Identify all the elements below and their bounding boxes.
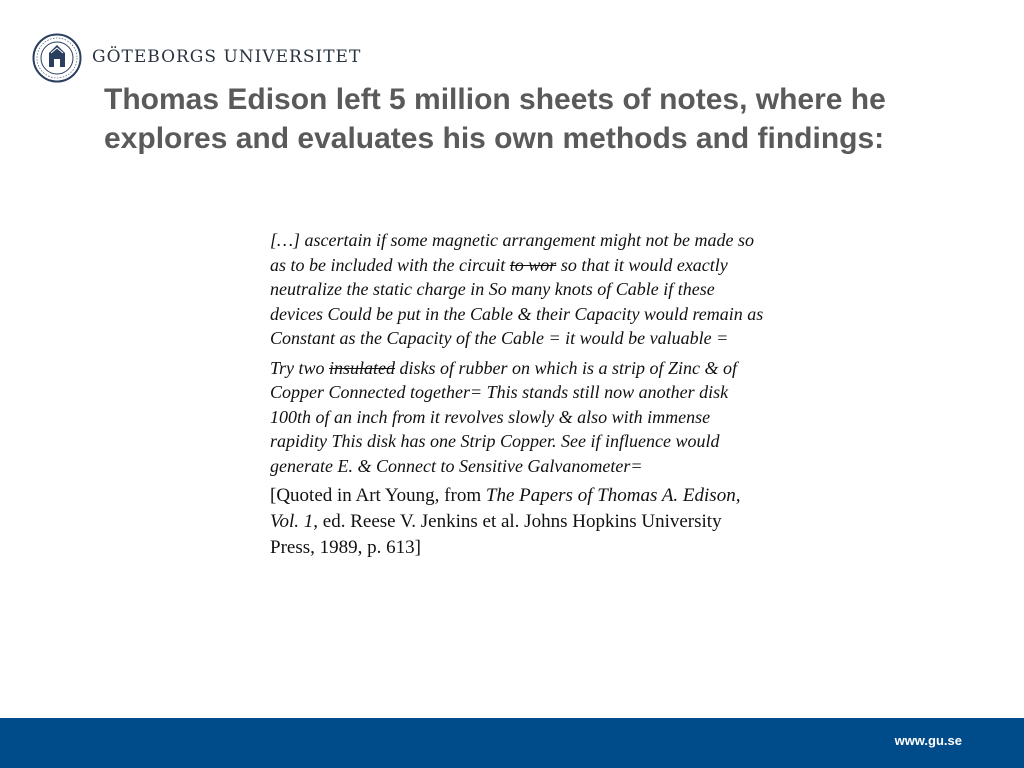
struck-text: insulated <box>329 357 396 378</box>
edison-quote <box>270 228 770 561</box>
quote-text: so that it would exactly neutralize the static charge in So many knots of Cable if these devices Could be put in the Cable & their Capacity would remain as Constant as the Capacity of the Cable = it would be valuable = <box>270 254 764 348</box>
quote-paragraph-1 <box>270 228 770 351</box>
quote-paragraph-2 <box>270 356 770 479</box>
slide-title: Thomas Edison left 5 million sheets of notes, where he explores and evaluates his own methods and findings: <box>104 83 886 155</box>
struck-text: to wor <box>509 254 557 275</box>
footer-bar <box>0 718 1024 768</box>
quote-text: Try two <box>270 357 330 378</box>
quote-text: disks of rubber on which is a strip of Zinc & of Copper Connected together= This stands still now another disk 100th of an inch from it revolves slowly & also with immense rapidity This disk has one Strip Copper. See if influence would generate E. & Connect to Sensitive Galvanometer= <box>270 357 738 476</box>
citation-book-title: The Papers of Thomas A. Edison, Vol. 1 <box>270 485 741 532</box>
quote-text: […] ascertain if some magnetic arrangement might not be made so as to be included with the circuit <box>270 230 754 275</box>
university-seal-icon <box>32 33 82 83</box>
citation-prefix: [Quoted in Art Young, from <box>270 485 486 506</box>
footer-url[interactable]: www.gu.se <box>894 733 962 748</box>
citation-suffix: , ed. Reese V. Jenkins et al. Johns Hopkins University Press, 1989, p. 613] <box>270 511 722 558</box>
citation <box>270 483 770 561</box>
university-name: GÖTEBORGS UNIVERSITET <box>92 47 362 67</box>
